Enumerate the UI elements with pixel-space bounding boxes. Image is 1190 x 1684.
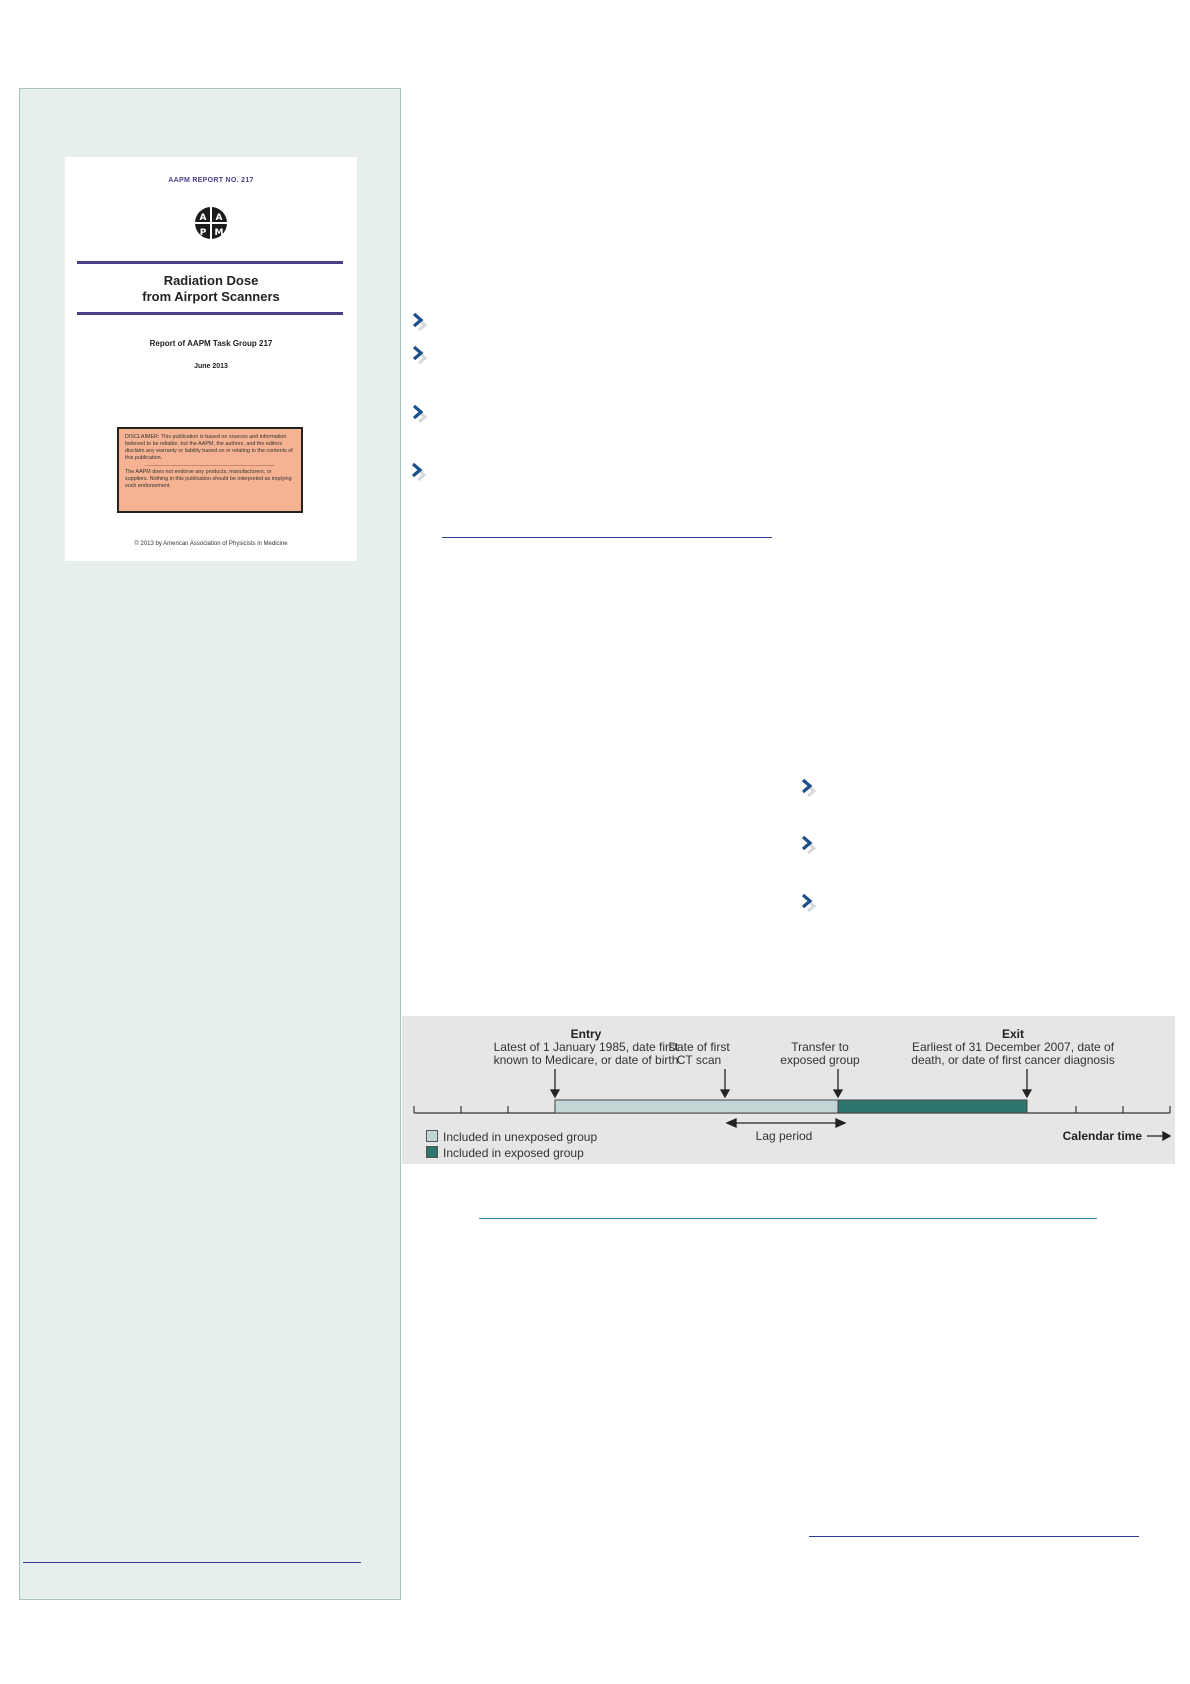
entry-label: Entry: [570, 1027, 602, 1041]
transfer-label-line1: Transfer to: [791, 1040, 849, 1054]
legend-unexposed-label: Included in unexposed group: [443, 1130, 598, 1144]
report-cover-image[interactable]: [65, 157, 357, 561]
first-ct-label-line1: Date of first: [668, 1040, 730, 1054]
entry-desc-line1: Latest of 1 January 1985, date first: [493, 1040, 679, 1054]
legend-swatch-exposed: [426, 1146, 438, 1158]
cover-title-line2: from Airport Scanners: [142, 289, 280, 304]
sidebar-panel: [19, 88, 401, 1600]
exit-desc-line2: death, or date of first cancer diagnosis: [911, 1053, 1115, 1067]
cover-report-number: AAPM REPORT NO. 217: [168, 177, 254, 184]
svg-text:M: M: [214, 228, 224, 238]
disclaimer-divider: [145, 465, 275, 466]
disclaimer-text: DISCLAIMER: This publication is based on sources and information believed to be reliable, but the AAPM, the authors, and the editors disclaim any warranty or liability based on or relating to the contents of this publication.: [125, 434, 293, 461]
study-design-timeline-figure: [402, 1016, 1175, 1164]
calendar-time-axis-label: Calendar time: [1062, 1129, 1142, 1143]
svg-text:A: A: [215, 213, 223, 223]
first-ct-label-line2: CT scan: [676, 1053, 722, 1067]
reference-link-underline[interactable]: [809, 1536, 1139, 1537]
cover-title: [65, 273, 357, 305]
legend-swatch-unexposed: [426, 1130, 438, 1142]
chevron-bullet-icon: [409, 462, 431, 484]
cover-subtitle: Report of AAPM Task Group 217: [149, 339, 273, 348]
cover-rule-bottom: [77, 312, 343, 315]
legend-exposed: [426, 1146, 584, 1160]
cover-date: June 2013: [194, 363, 228, 370]
svg-text:A: A: [199, 213, 207, 223]
exit-desc-line1: Earliest of 31 December 2007, date of: [911, 1040, 1115, 1054]
exit-label: Exit: [1001, 1027, 1024, 1041]
chevron-bullet-icon: [799, 893, 821, 915]
figure-caption-link-underline[interactable]: [479, 1218, 1097, 1219]
entry-desc-line2: known to Medicare, or date of birth: [493, 1053, 679, 1067]
legend-exposed-label: Included in exposed group: [443, 1146, 584, 1160]
transfer-label-line2: exposed group: [780, 1053, 860, 1067]
aapm-logo-icon: [193, 205, 229, 241]
chevron-bullet-icon: [410, 404, 432, 426]
chevron-bullet-icon: [799, 778, 821, 800]
svg-text:P: P: [199, 228, 207, 238]
legend-unexposed: [426, 1130, 597, 1144]
chevron-bullet-icon: [799, 835, 821, 857]
endorsement-text: The AAPM does not endorse any products, manufacturers, or suppliers. Nothing in this publication should be interpreted as implying such endorsement.: [125, 469, 292, 489]
cover-rule-top: [77, 261, 343, 264]
lag-period-label: Lag period: [755, 1129, 813, 1143]
main-link-underline[interactable]: [442, 537, 772, 538]
cover-copyright: © 2013 by American Association of Physicists in Medicine: [134, 541, 288, 547]
chevron-bullet-icon: [410, 345, 432, 367]
chevron-bullet-icon: [410, 312, 432, 334]
sidebar-link-underline[interactable]: [23, 1562, 361, 1563]
cover-title-line1: Radiation Dose: [163, 273, 259, 288]
cover-disclaimer-box: [117, 427, 303, 513]
